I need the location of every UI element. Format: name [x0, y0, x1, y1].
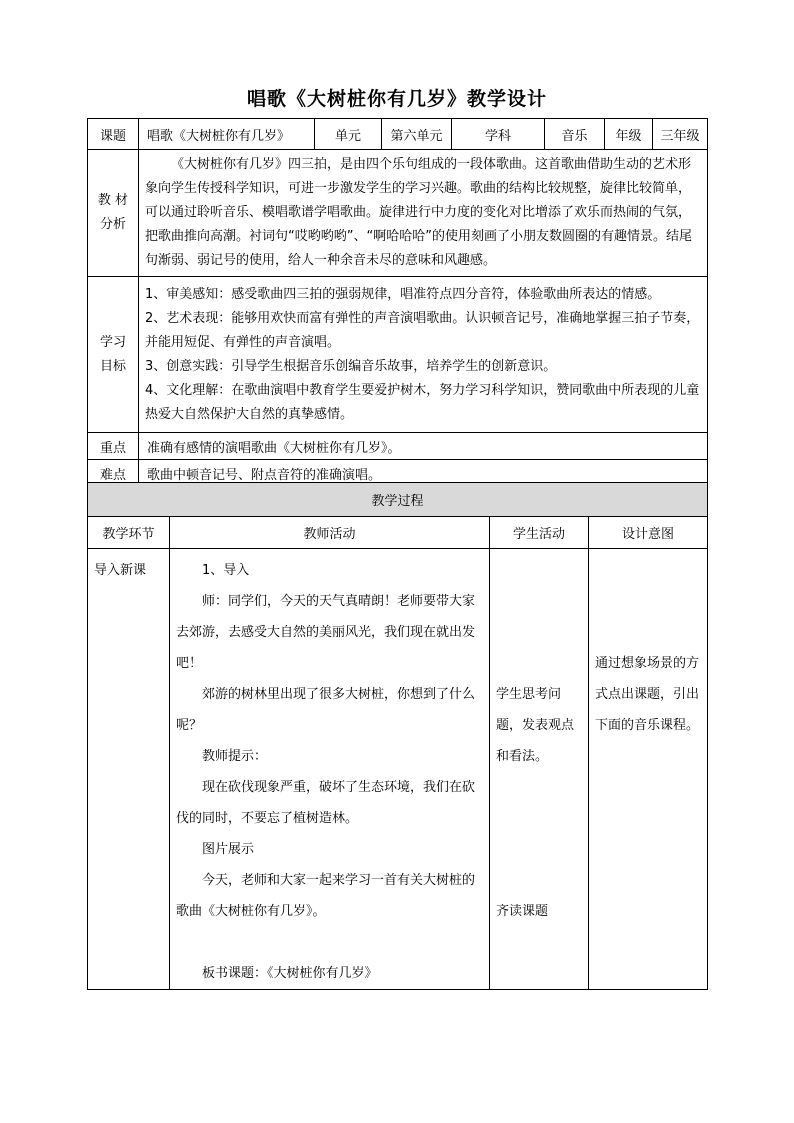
lesson-info-table [87, 118, 708, 487]
stage-cell: 导入新课 [88, 549, 170, 990]
teacher-line: 板书课题：《大树桩你有几岁》 [202, 966, 378, 981]
intent-text: 通过想象场景的方式点出课题，引出下面的音乐课程。 [595, 656, 700, 733]
goals-label [88, 277, 139, 433]
process-row-intro [88, 549, 708, 990]
goals-list [139, 277, 708, 433]
column-header-teacher: 教师活动 [170, 517, 490, 549]
document-title: 唱歌《大树桩你有几岁》教学设计 [246, 88, 547, 110]
grade-label: 年级 [605, 119, 653, 150]
column-header-stage: 教学环节 [88, 517, 170, 549]
design-intent-cell [589, 549, 708, 990]
process-header-row [88, 483, 708, 517]
teacher-line: 教师提示： [202, 749, 268, 764]
lesson-info-row [88, 119, 708, 150]
goals-row [88, 277, 708, 433]
analysis-row [88, 150, 708, 277]
difficulty-label: 难点 [88, 460, 139, 487]
teacher-activity-cell [170, 549, 490, 990]
lesson-value: 唱歌《大树桩你有几岁》 [139, 119, 315, 150]
goal-item: 4、文化理解：在歌曲演唱中教育学生要爱护树木，努力学习科学知识，赞同歌曲中所表现的儿童热爱大自然保护大自然的真挚感情。 [145, 382, 700, 422]
teacher-line: 今天，老师和大家一起来学习一首有关大树桩的歌曲《大树桩你有几岁》。 [176, 873, 476, 919]
unit-value: 第六单元 [382, 119, 452, 150]
grade-value: 三年级 [653, 119, 708, 150]
teacher-line: 1、导入 [202, 563, 250, 578]
teaching-process-table [87, 482, 708, 990]
teacher-line: 师：同学们，今天的天气真晴朗！老师要带大家去郊游，去感受大自然的美丽风光，我们现在就出发吧！ [176, 594, 476, 671]
unit-label: 单元 [315, 119, 382, 150]
goals-label-line2: 目标 [99, 358, 126, 374]
subject-label: 学科 [452, 119, 545, 150]
goal-item: 1、审美感知：感受歌曲四三拍的强弱规律，唱准符点四分音符，体验歌曲所表达的情感。 [145, 286, 661, 302]
teacher-line: 图片展示 [202, 842, 255, 857]
column-header-student: 学生活动 [490, 517, 589, 549]
teacher-line: 郊游的树林里出现了很多大树桩，你想到了什么呢？ [176, 687, 476, 733]
analysis-text: 《大树桩你有几岁》四三拍，是由四个乐句组成的一段体歌曲。这首歌曲借助生动的艺术形象向学生传授科学知识，可进一步激发学生的学习兴趣。歌曲的结构比较规整，旋律比较简单，可以通过聆听音乐、模唱歌谱学唱歌曲。旋律进行中力度的变化对比增添了欢乐而热闹的气氛，把歌曲推向高潮。衬词句“哎哟哟哟”、“啊哈哈哈”的使用刻画了小朋友数圆圈的有趣情景。结尾句渐弱、弱记号的使用，给人一种余音未尽的意味和风趣感。 [139, 150, 708, 277]
key-point-label: 重点 [88, 433, 139, 460]
analysis-label [88, 150, 139, 277]
key-point-text: 准确有感情的演唱歌曲《大树桩你有几岁》。 [139, 433, 708, 460]
process-columns-row [88, 517, 708, 549]
lesson-label: 课题 [88, 119, 139, 150]
subject-value: 音乐 [545, 119, 605, 150]
student-line: 学生思考问题，发表观点和看法。 [496, 687, 575, 764]
teacher-line: 现在砍伐现象严重，破坏了生态环境，我们在砍伐的同时，不要忘了植树造林。 [176, 780, 476, 826]
difficulty-text: 歌曲中顿音记号、附点音符的准确演唱。 [139, 460, 708, 487]
column-header-intent: 设计意图 [589, 517, 708, 549]
process-header: 教学过程 [88, 483, 708, 517]
goal-item: 2、艺术表现：能够用欢快而富有弹性的声音演唱歌曲。认识顿音记号，准确地掌握三拍子节奏，并能用短促、有弹性的声音演唱。 [145, 310, 700, 350]
student-line: 齐读课题 [496, 904, 549, 919]
goal-item: 3、创意实践：引导学生根据音乐创编音乐故事，培养学生的创新意识。 [145, 358, 557, 374]
analysis-label-line2: 分析 [99, 217, 126, 232]
analysis-label-line1: 教 材 [97, 193, 129, 208]
goals-label-line1: 学习 [99, 334, 126, 350]
student-activity-cell [490, 549, 589, 990]
key-point-row [88, 433, 708, 460]
